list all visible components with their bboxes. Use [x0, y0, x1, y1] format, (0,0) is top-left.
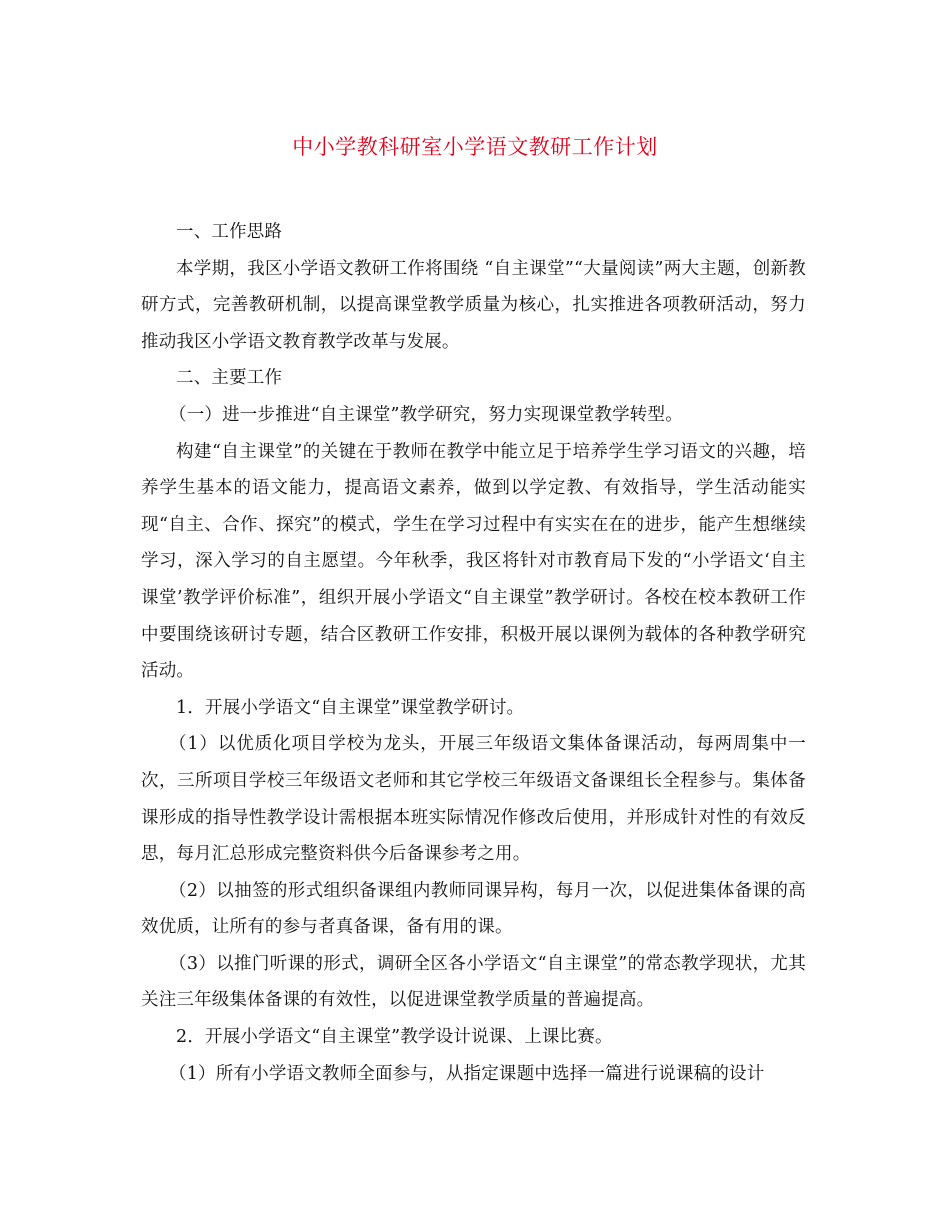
subsection-heading-autonomous-classroom: （一）进一步推进“自主课堂”教学研究，努力实现课堂教学转型。 — [169, 404, 683, 425]
paragraph-autonomous-classroom: 构建“自主课堂”的关键在于教师在教学中能立足于培养学生学习语文的兴趣，培养学生基本的语文能力，提高语文素养，做到以学定教、有效指导，学生活动能实现“自主、合作、探究”的模式，学生在学习过程中有实实在在的进步，能产生想继续学习，深入学习的自主愿望。今年秋季，我区将针对市教育局下发的“小学语文‘自主课堂’教学评价标准”，组织开展小学语文“自主课堂”教学研讨。各校在校本教研工作中要围绕该研讨专题，结合区教研工作安排，积极开展以课例为载体的各种教学研究活动。 — [141, 441, 806, 682]
list-item-1-1: （1）以优质化项目学校为龙头，开展三年级语文集体备课活动，每两周集中一次，三所项目学校三年级语文老师和其它学校三年级语文备课组长全程参与。集体备课形成的指导性教学设计需根据本班实际情况作修改后使用，并形成针对性的有效反思，每月汇总形成完整资料供今后备课参考之用。 — [141, 734, 806, 865]
list-item-1-2: （2）以抽签的形式组织备课组内教师同课异构，每月一次，以促进集体备课的高效优质，让所有的参与者真备课，备有用的课。 — [141, 880, 806, 938]
paragraph-work-approach: 本学期，我区小学语文教研工作将围绕 “自主课堂”“大量阅读”两大主题，创新教研方式，完善教研机制，以提高课堂教学质量为核心，扎实推进各项教研活动，努力推动我区小学语文教育教学改革与发展。 — [141, 258, 806, 352]
numbered-heading-1: 1．开展小学语文“自主课堂”课堂教学研讨。 — [176, 697, 525, 718]
list-item-2-1: （1）所有小学语文教师全面参与，从指定课题中选择一篇进行说课稿的设计 — [169, 1063, 765, 1084]
numbered-heading-2: 2．开展小学语文“自主课堂”教学设计说课、上课比赛。 — [176, 1027, 613, 1048]
document-title: 中小学教科研室小学语文教研工作计划 — [292, 135, 658, 159]
document-body — [141, 214, 806, 1092]
section-heading-main-work: 二、主要工作 — [176, 368, 283, 389]
list-item-1-3: （3）以推门听课的形式，调研全区各小学语文“自主课堂”的常态教学现状，尤其关注三年级集体备课的有效性，以促进课堂教学质量的普遍提高。 — [141, 953, 806, 1011]
section-heading-work-approach: 一、工作思路 — [176, 222, 283, 242]
